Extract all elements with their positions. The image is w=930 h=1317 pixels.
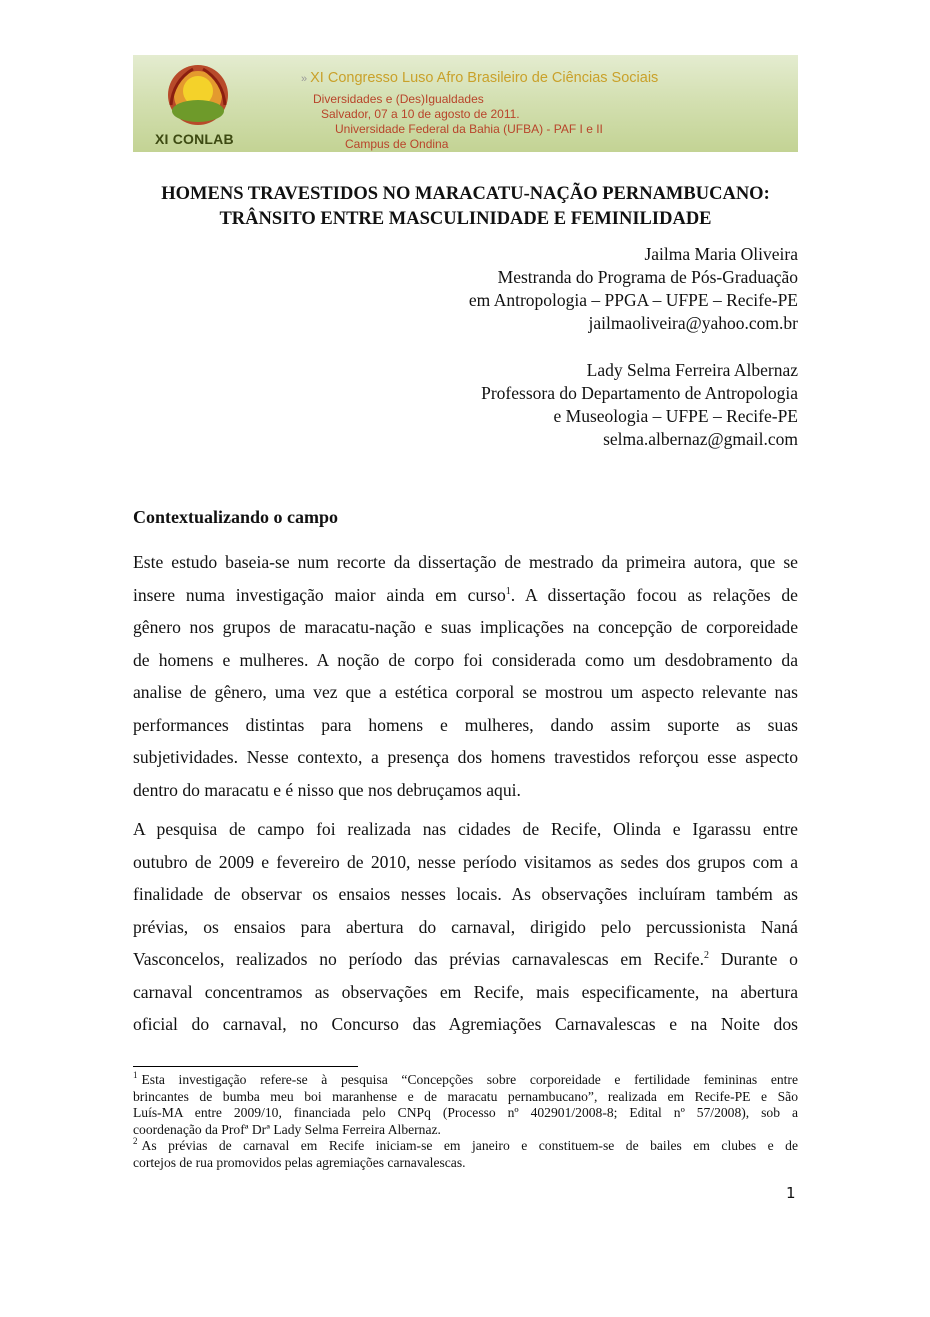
banner-university: Universidade Federal da Bahia (UFBA) - PAF I e II: [335, 122, 603, 136]
author-affiliation: e Museologia – UFPE – Recife-PE: [553, 406, 798, 426]
text-line: de homens e mulheres. A noção de corpo foi considerada como um desdobramento da: [133, 649, 798, 670]
banner-theme: Diversidades e (Des)Igualdades: [313, 92, 484, 106]
conference-banner: [133, 55, 798, 152]
text-line: gênero nos grupos de maracatu-nação e suas implicações na concepção de corporeidade: [133, 617, 798, 637]
author-email[interactable]: jailmaoliveira@yahoo.com.br: [588, 313, 798, 333]
author-affiliation: Mestranda do Programa de Pós-Graduação: [497, 267, 798, 287]
footnote-ref-2[interactable]: 2: [703, 950, 709, 962]
text-line: outubro de 2009 e fevereiro de 2010, nesse período visitamos as sedes dos grupos com a: [133, 851, 798, 872]
banner-line1: XI Congresso Luso Afro Brasileiro de Ciências Sociais: [310, 70, 659, 86]
page-number: 1: [786, 1184, 796, 1202]
footnote-line: coordenação da Profª Drª Lady Selma Ferreira Albernaz.: [133, 1121, 441, 1137]
text-line: Vasconcelos, realizados no período das prévias carnavalescas em Recife.$^2$ Durante o: [133, 949, 798, 969]
author-email[interactable]: selma.albernaz@gmail.com: [603, 429, 798, 449]
text-line: dentro do maracatu e é nisso que nos debruçamos aqui.: [133, 779, 521, 800]
footnote-ref-1[interactable]: 1: [505, 585, 511, 597]
author-affiliation: em Antropologia – PPGA – UFPE – Recife-PE: [468, 290, 798, 310]
footnote-line: brincantes de bumba meu boi maranhense e de maracatu pernambucano”, realizada em Recife-PE e São: [133, 1088, 798, 1104]
banner-congress-name: » XI Congresso Luso Afro Brasileiro de Ciências Sociais: [301, 70, 659, 86]
footnote-2: $^2$ As prévias de carnaval em Recife iniciam-se em janeiro e constituem-se de bailes em clubes e de: [133, 1136, 798, 1153]
footnote-1: $^1$ Esta investigação refere-se à pesquisa “Concepções sobre corporeidade e fertilidade femininas entre: [133, 1070, 798, 1087]
banner-campus: Campus de Ondina: [345, 137, 449, 151]
author-name: Lady Selma Ferreira Albernaz: [586, 360, 798, 380]
banner-date: Salvador, 07 a 10 de agosto de 2011.: [321, 107, 520, 121]
text-line: Este estudo baseia-se num recorte da dissertação de mestrado da primeira autora, que se: [133, 552, 798, 572]
body-paragraph-1: [133, 546, 798, 806]
text-line: insere numa investigação maior ainda em curso$^1$. A dissertação focou as relações de: [133, 584, 798, 605]
author-name: Jailma Maria Oliveira: [644, 244, 798, 264]
text-line: subjetividades. Nesse contexto, a presença dos homens travestidos reforçou esse aspecto: [133, 747, 798, 767]
logo-text: XI CONLAB: [155, 131, 234, 147]
footnote-divider: [133, 1066, 358, 1067]
author-block: [469, 243, 798, 451]
body-paragraph-2: [133, 813, 798, 1041]
text-line: carnaval concentramos as observações em Recife, mais especificamente, na abertura: [133, 981, 798, 1002]
text-line: prévias, os ensaios para abertura do carnaval, dirigido pelo percussionista Naná: [133, 916, 798, 937]
paper-title-line2: TRÂNSITO ENTRE MASCULINIDADE E FEMINILIDADE: [219, 209, 712, 229]
text-line: performances distintas para homens e mulheres, dando assim suporte as suas: [133, 714, 798, 735]
footnote-line: Luís-MA entre 2009/10, financiada pelo CNPq (Processo nº 402901/2008-8; Edital nº 57/2008), sob a: [133, 1105, 798, 1120]
conlab-logo-icon: [163, 61, 233, 133]
text-line: A pesquisa de campo foi realizada nas cidades de Recife, Olinda e Igarassu entre: [133, 819, 798, 839]
author-affiliation: Professora do Departamento de Antropologia: [481, 383, 798, 403]
text-line: oficial do carnaval, no Concurso das Agremiações Carnavalescas e na Noite dos: [133, 1014, 798, 1034]
text-line: analise de gênero, uma vez que a estética corporal se mostrou um aspecto relevante nas: [133, 682, 798, 702]
text-line: finalidade de observar os ensaios nesses locais. As observações incluíram também as: [133, 884, 798, 904]
section-heading: Contextualizando o campo: [133, 507, 339, 527]
footnotes: [133, 1072, 798, 1171]
footnote-line: cortejos de rua promovidos pelas agremiações carnavalescas.: [133, 1154, 466, 1170]
paper-title-line1: HOMENS TRAVESTIDOS NO MARACATU-NAÇÃO PERNAMBUCANO:: [161, 184, 770, 204]
